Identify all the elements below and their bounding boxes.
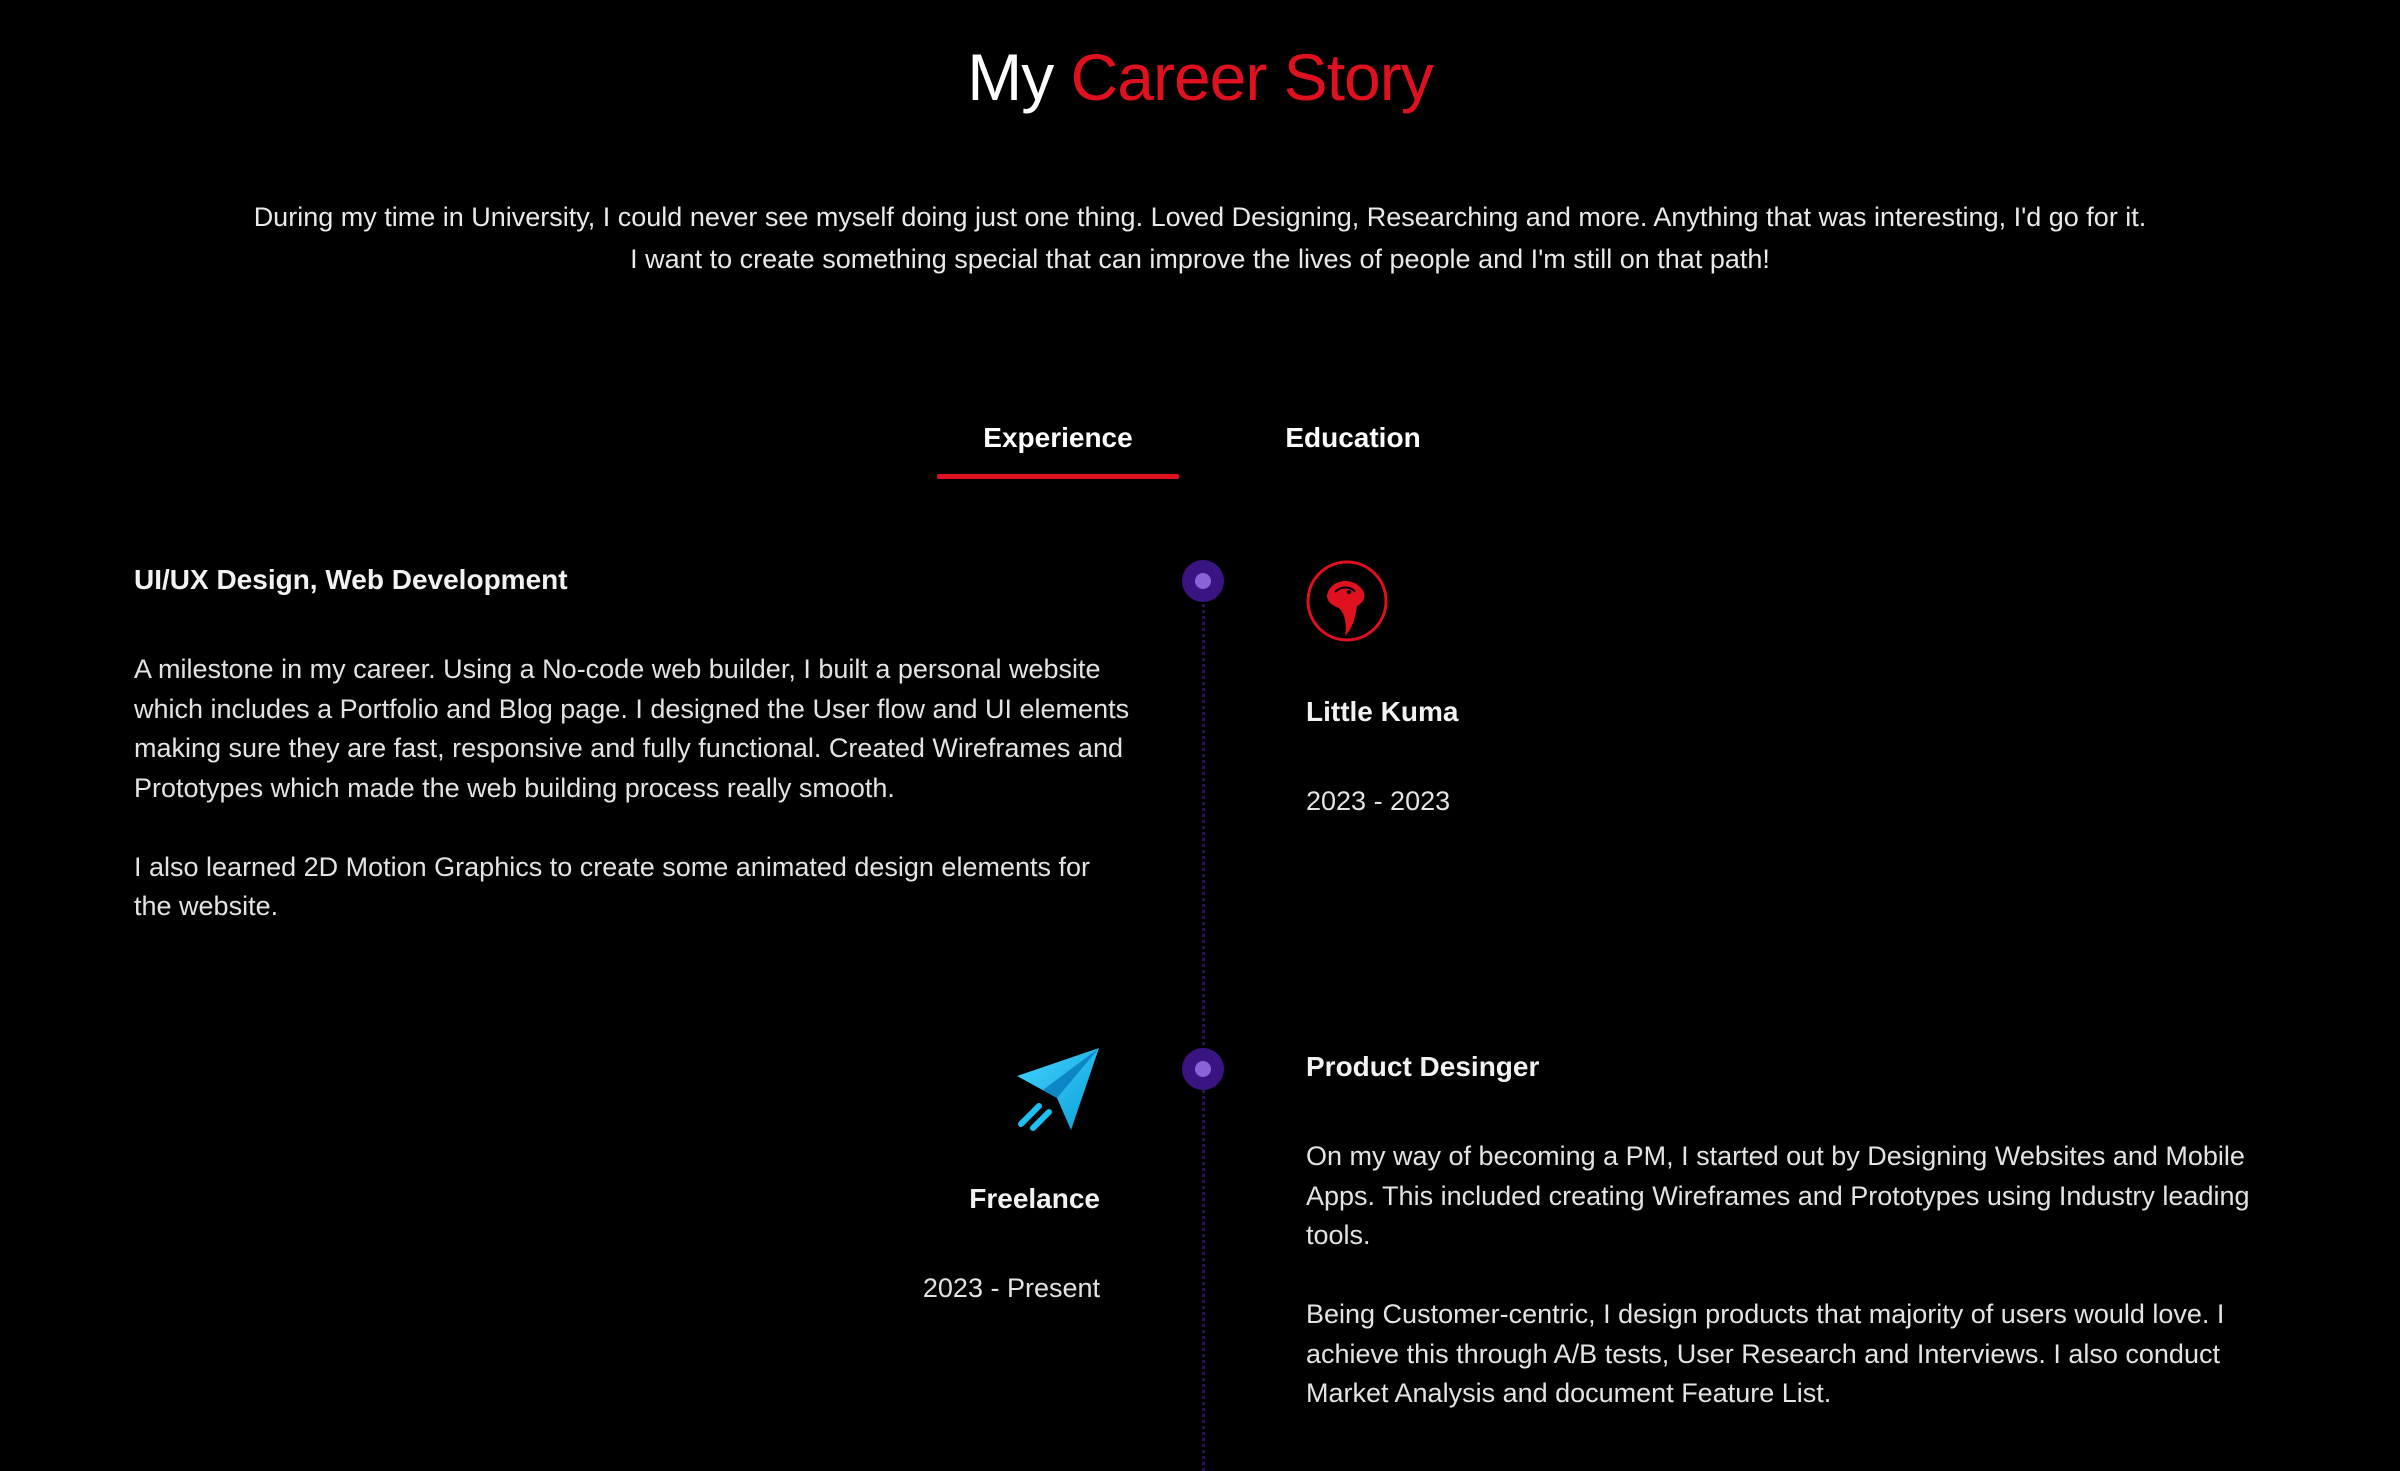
timeline-entry-role: Product Desinger bbox=[1306, 1051, 1540, 1082]
active-tab-indicator bbox=[937, 474, 1179, 479]
tab-experience[interactable]: Experience bbox=[983, 422, 1133, 453]
page-title-part2: Career Story bbox=[1070, 40, 1433, 114]
little-kuma-logo-icon bbox=[1305, 558, 1389, 644]
timeline-entry-role: UI/UX Design, Web Development bbox=[134, 564, 568, 595]
career-tabs bbox=[0, 410, 2400, 480]
paper-plane-icon bbox=[1013, 1046, 1102, 1132]
paper-plane-logo bbox=[1013, 1046, 1102, 1132]
timeline-entry-company: Freelance bbox=[969, 1183, 1100, 1214]
little-kuma-logo bbox=[1305, 558, 1389, 644]
timeline-entry-description bbox=[134, 650, 1134, 927]
timeline-line bbox=[1202, 581, 1205, 1471]
timeline-entry-description bbox=[1306, 1137, 2276, 1414]
intro-line-1: During my time in University, I could never see myself doing just one thing. Loved Designing, Researching and more. Anything that was interesting, I'd go for it. bbox=[253, 202, 2147, 232]
description-paragraph: A milestone in my career. Using a No-code web builder, I built a personal website which includes a Portfolio and Blog page. I designed the User flow and UI elements making sure they are fast, responsive and fully functional. Created Wireframes and Prototypes which made the web building process really smooth. bbox=[134, 654, 1130, 803]
timeline-entry-years: 2023 - Present bbox=[922, 1273, 1100, 1303]
description-paragraph: I also learned 2D Motion Graphics to create some animated design elements for the website. bbox=[134, 851, 1090, 921]
timeline-entry-company: Little Kuma bbox=[1306, 696, 1459, 727]
page-title-part1: My bbox=[967, 40, 1054, 114]
timeline-dot bbox=[1182, 560, 1224, 602]
description-paragraph: Being Customer-centric, I design products that majority of users would love. I achieve this through A/B tests, User Research and Interviews. I also conduct Market Analysis and document Feature List. bbox=[1306, 1299, 2225, 1408]
timeline-dot bbox=[1182, 1048, 1224, 1090]
intro-text bbox=[0, 196, 2400, 280]
tab-education[interactable]: Education bbox=[1285, 422, 1421, 453]
description-paragraph: On my way of becoming a PM, I started out by Designing Websites and Mobile Apps. This included creating Wireframes and Prototypes using Industry leading tools. bbox=[1306, 1141, 2250, 1250]
page-title bbox=[0, 36, 2400, 118]
intro-line-2: I want to create something special that can improve the lives of people and I'm still on that path! bbox=[630, 244, 1770, 274]
timeline-entry-years: 2023 - 2023 bbox=[1306, 786, 1451, 816]
